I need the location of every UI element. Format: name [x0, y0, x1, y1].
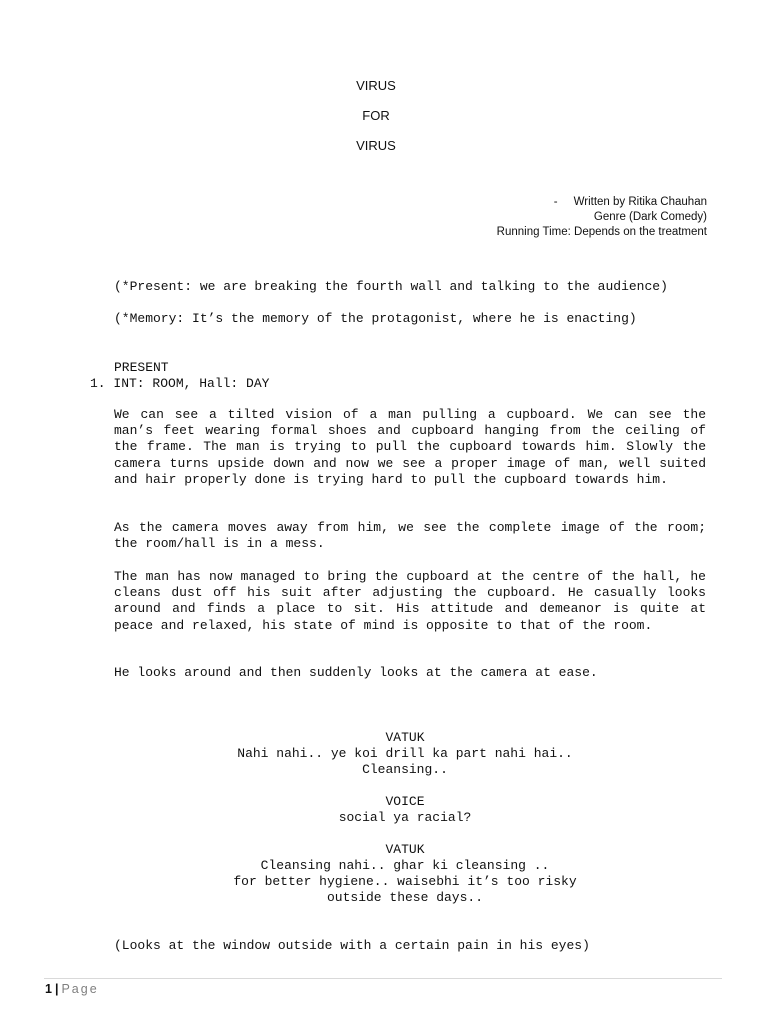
- credits-genre: Genre (Dark Comedy): [593, 211, 707, 223]
- dialogue-block-2: [160, 794, 650, 826]
- title-line-1: VIRUS: [356, 78, 396, 93]
- note-memory: (*Memory: It’s the memory of the protagonist, where he is enacting): [114, 311, 637, 326]
- dialogue-line: for better hygiene.. waisebhi it’s too risky: [233, 874, 577, 889]
- dialogue-block-1: [160, 730, 650, 778]
- dialogue-character: VOICE: [385, 794, 425, 809]
- action-paragraph-3: The man has now managed to bring the cupboard at the centre of the hall, he cleans dust off his suit after adjusting the cupboard. He casually looks around and finds a place to sit. His attitude and demeanor is quite at peace and relaxed, his state of mind is opposite to that of the room.: [114, 569, 706, 633]
- credits-running-time: Running Time: Depends on the treatment: [496, 226, 707, 238]
- dialogue-line: Cleansing nahi.. ghar ki cleansing ..: [260, 858, 550, 873]
- credits-dash: -: [553, 196, 558, 208]
- dialogue-line: social ya racial?: [338, 810, 472, 825]
- footer-separator: |: [54, 982, 59, 996]
- scene-label: PRESENT: [114, 360, 169, 375]
- dialogue-character: VATUK: [385, 730, 425, 745]
- footer-divider: [44, 978, 722, 979]
- page-footer: [45, 982, 99, 996]
- dialogue-line: Nahi nahi.. ye koi drill ka part nahi hai..: [237, 746, 573, 761]
- page-label: Page: [61, 982, 99, 996]
- action-paragraph-1: We can see a tilted vision of a man pulling a cupboard. We can see the man’s feet wearing formal shoes and cupboard hanging from the ceiling of the frame. The man is trying to pull the cupboard towards him. Slowly the camera turns upside down and now we see a proper image of man, well suited and hair properly done is trying hard to pull the cupboard towards him.: [114, 407, 706, 487]
- page-number: 1: [45, 982, 52, 996]
- dialogue-line: outside these days..: [326, 890, 484, 905]
- dialogue-character: VATUK: [385, 842, 425, 857]
- credits-written-by: [497, 195, 707, 210]
- scene-heading: 1. INT: ROOM, Hall: DAY: [90, 376, 270, 391]
- action-paragraph-4: He looks around and then suddenly looks at the camera at ease.: [114, 665, 598, 680]
- credits-author: Written by Ritika Chauhan: [573, 196, 707, 208]
- dialogue-block-3: [160, 842, 650, 906]
- title-line-2: FOR: [362, 108, 390, 123]
- dialogue-line: Cleansing..: [362, 762, 448, 777]
- title-line-3: VIRUS: [356, 138, 396, 153]
- action-paragraph-2: As the camera moves away from him, we see the complete image of the room; the room/hall is in a mess.: [114, 520, 706, 552]
- note-present: (*Present: we are breaking the fourth wall and talking to the audience): [114, 279, 668, 294]
- credits-block: [497, 195, 707, 240]
- action-parenthetical: (Looks at the window outside with a certain pain in his eyes): [114, 938, 590, 953]
